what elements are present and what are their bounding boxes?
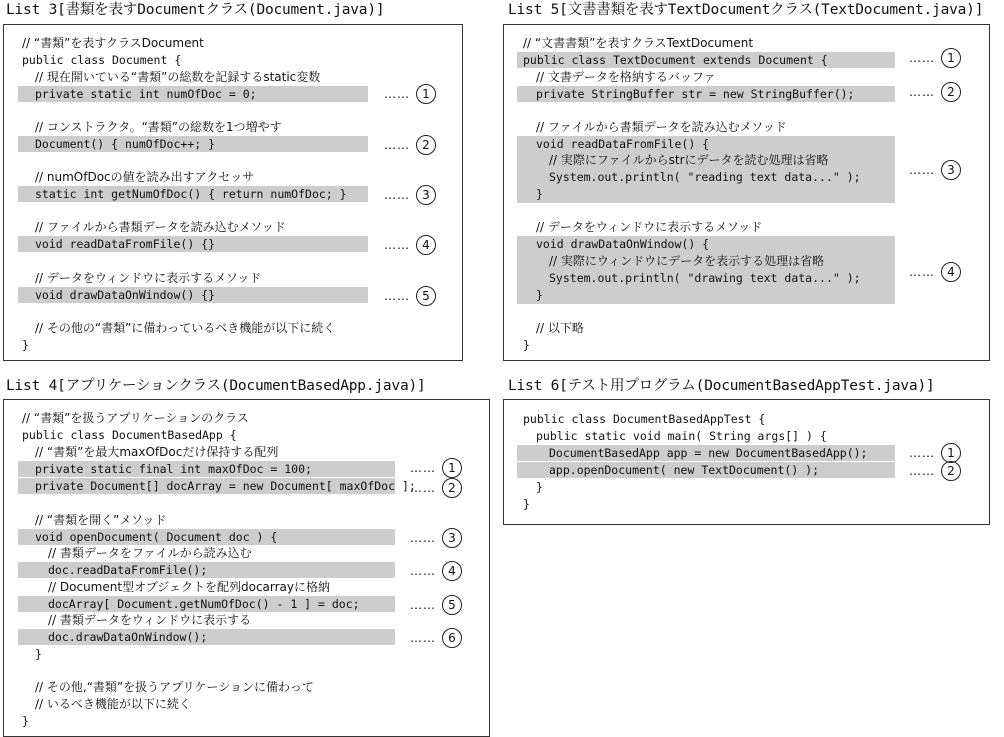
code-line: } bbox=[523, 338, 530, 352]
line-marker bbox=[909, 81, 961, 101]
leader-dots: …… bbox=[909, 463, 935, 478]
code-line: void readDataFromFile() {} bbox=[35, 237, 216, 251]
list4-code-box bbox=[3, 399, 490, 737]
code-line: doc.readDataFromFile(); bbox=[48, 563, 208, 577]
leader-dots: …… bbox=[410, 480, 436, 495]
code-comment: // 書類データをファイルから読み込む bbox=[48, 546, 252, 560]
circled-number: 2 bbox=[941, 461, 961, 481]
circled-number: 6 bbox=[442, 628, 462, 648]
code-comment: // ファイルから書類データを読み込むメソッド bbox=[35, 220, 286, 234]
code-comment: // Document型オブジェクトを配列docarrayに格納 bbox=[48, 580, 331, 594]
leader-dots: …… bbox=[384, 237, 410, 252]
code-line: private static final int maxOfDoc = 100; bbox=[35, 462, 312, 476]
code-line: System.out.println( "drawing text data..." ); bbox=[549, 271, 861, 285]
line-marker bbox=[410, 477, 462, 497]
code-line: private Document[] docArray = new Document[ maxOfDoc ]; bbox=[35, 479, 416, 493]
code-line: void drawDataOnWindow() {} bbox=[35, 288, 216, 302]
line-marker bbox=[384, 184, 436, 204]
circled-number: 4 bbox=[416, 235, 436, 255]
line-marker bbox=[909, 47, 961, 67]
list6-title: List 6[テスト用プログラム(DocumentBasedAppTest.java)] bbox=[508, 378, 935, 394]
circled-number: 5 bbox=[416, 286, 436, 306]
code-line: app.openDocument( new TextDocument() ); bbox=[549, 463, 820, 477]
code-line: private static int numOfDoc = 0; bbox=[35, 87, 257, 101]
line-marker bbox=[410, 527, 462, 547]
circled-number: 3 bbox=[941, 160, 961, 180]
line-marker bbox=[384, 234, 436, 254]
code-comment: // データをウィンドウに表示するメソッド bbox=[35, 271, 262, 285]
code-line: } bbox=[536, 288, 543, 302]
code-line: } bbox=[536, 187, 543, 201]
code-comment: // その他の“書類”に備わっているべき機能が以下に続く bbox=[35, 321, 336, 335]
code-line: } bbox=[22, 338, 29, 352]
leader-dots: …… bbox=[410, 630, 436, 645]
line-marker bbox=[909, 442, 961, 462]
list5-code-box bbox=[503, 24, 990, 361]
code-comment: // 現在開いている“書類”の総数を記録するstatic変数 bbox=[35, 70, 321, 84]
code-line: public static void main( String args[] ) { bbox=[536, 429, 827, 443]
circled-number: 2 bbox=[416, 135, 436, 155]
leader-dots: …… bbox=[384, 86, 410, 101]
code-comment: // 実際にファイルからstrにデータを読む処理は省略 bbox=[549, 153, 829, 167]
list3-code-box bbox=[3, 24, 463, 361]
line-marker bbox=[410, 594, 462, 614]
code-line: private StringBuffer str = new StringBuffer(); bbox=[536, 87, 855, 101]
leader-dots: …… bbox=[410, 530, 436, 545]
code-line: static int getNumOfDoc() { return numOfDoc; } bbox=[35, 187, 347, 201]
code-line: docArray[ Document.getNumOfDoc() - 1 ] = doc; bbox=[48, 597, 360, 611]
list4-title: List 4[アプリケーションクラス(DocumentBasedApp.java)] bbox=[6, 378, 426, 394]
code-comment: // いるべき機能が以下に続く bbox=[35, 697, 191, 711]
code-line: void openDocument( Document doc ) { bbox=[35, 530, 278, 544]
code-comment: // データをウィンドウに表示するメソッド bbox=[536, 220, 763, 234]
code-comment: // numOfDocの値を読み出すアクセッサ bbox=[35, 170, 255, 184]
line-marker bbox=[909, 159, 961, 179]
code-line: } bbox=[523, 497, 530, 511]
circled-number: 1 bbox=[941, 48, 961, 68]
circled-number: 1 bbox=[416, 84, 436, 104]
code-comment: // 以下略 bbox=[536, 321, 584, 335]
list6-code-box bbox=[503, 399, 990, 525]
code-comment: // “書類”を表すクラスDocument bbox=[22, 36, 204, 50]
circled-number: 4 bbox=[941, 262, 961, 282]
leader-dots: …… bbox=[909, 162, 935, 177]
code-line: } bbox=[22, 714, 29, 728]
leader-dots: …… bbox=[410, 460, 436, 475]
code-line: System.out.println( "reading text data..." ); bbox=[549, 170, 861, 184]
circled-number: 1 bbox=[442, 458, 462, 478]
code-comment: // “書類を開く”メソッド bbox=[35, 513, 167, 527]
code-line: void drawDataOnWindow() { bbox=[536, 237, 710, 251]
code-comment: // コンストラクタ。“書類”の総数を1つ増やす bbox=[35, 120, 282, 134]
leader-dots: …… bbox=[909, 84, 935, 99]
circled-number: 1 bbox=[941, 443, 961, 463]
circled-number: 5 bbox=[442, 595, 462, 615]
code-comment: // その他,“書類”を扱うアプリケーションに備わって bbox=[35, 680, 314, 694]
code-line: public class TextDocument extends Document { bbox=[523, 53, 828, 67]
code-comment: // “文書書類”を表すクラスTextDocument bbox=[523, 36, 754, 50]
leader-dots: …… bbox=[410, 597, 436, 612]
list5-title: List 5[文書書類を表すTextDocumentクラス(TextDocument.java)] bbox=[508, 2, 984, 18]
code-line: Document() { numOfDoc++; } bbox=[35, 137, 216, 151]
leader-dots: …… bbox=[384, 187, 410, 202]
list3-title: List 3[書類を表すDocumentクラス(Document.java)] bbox=[6, 2, 385, 18]
code-line: public class DocumentBasedAppTest { bbox=[523, 412, 766, 426]
leader-dots: …… bbox=[384, 288, 410, 303]
line-marker bbox=[909, 460, 961, 480]
leader-dots: …… bbox=[909, 445, 935, 460]
circled-number: 3 bbox=[442, 528, 462, 548]
leader-dots: …… bbox=[909, 264, 935, 279]
code-line: void readDataFromFile() { bbox=[536, 137, 710, 151]
code-line: public class Document { bbox=[22, 53, 182, 67]
line-marker bbox=[384, 83, 436, 103]
code-comment: // 実際にウィンドウにデータを表示する処理は省略 bbox=[549, 254, 825, 268]
code-comment: // 書類データをウィンドウに表示する bbox=[48, 613, 252, 627]
code-comment: // “書類”を最大maxOfDocだけ保持する配列 bbox=[35, 445, 279, 459]
code-comment: // ファイルから書類データを読み込むメソッド bbox=[536, 120, 787, 134]
line-marker bbox=[410, 457, 462, 477]
line-marker bbox=[384, 134, 436, 154]
line-marker bbox=[410, 560, 462, 580]
code-line: } bbox=[536, 480, 543, 494]
line-marker bbox=[909, 261, 961, 281]
code-line: public class DocumentBasedApp { bbox=[22, 428, 237, 442]
leader-dots: …… bbox=[384, 137, 410, 152]
code-line: } bbox=[35, 647, 42, 661]
code-comment: // “書類”を扱うアプリケーションのクラス bbox=[22, 411, 249, 425]
line-marker bbox=[410, 627, 462, 647]
leader-dots: …… bbox=[410, 563, 436, 578]
code-comment: // 文書データを格納するバッファ bbox=[536, 70, 716, 84]
code-line: DocumentBasedApp app = new DocumentBasedApp(); bbox=[549, 446, 868, 460]
circled-number: 3 bbox=[416, 185, 436, 205]
leader-dots: …… bbox=[909, 50, 935, 65]
circled-number: 4 bbox=[442, 561, 462, 581]
code-line: doc.drawDataOnWindow(); bbox=[48, 630, 208, 644]
circled-number: 2 bbox=[941, 82, 961, 102]
line-marker bbox=[384, 285, 436, 305]
circled-number: 2 bbox=[442, 478, 462, 498]
